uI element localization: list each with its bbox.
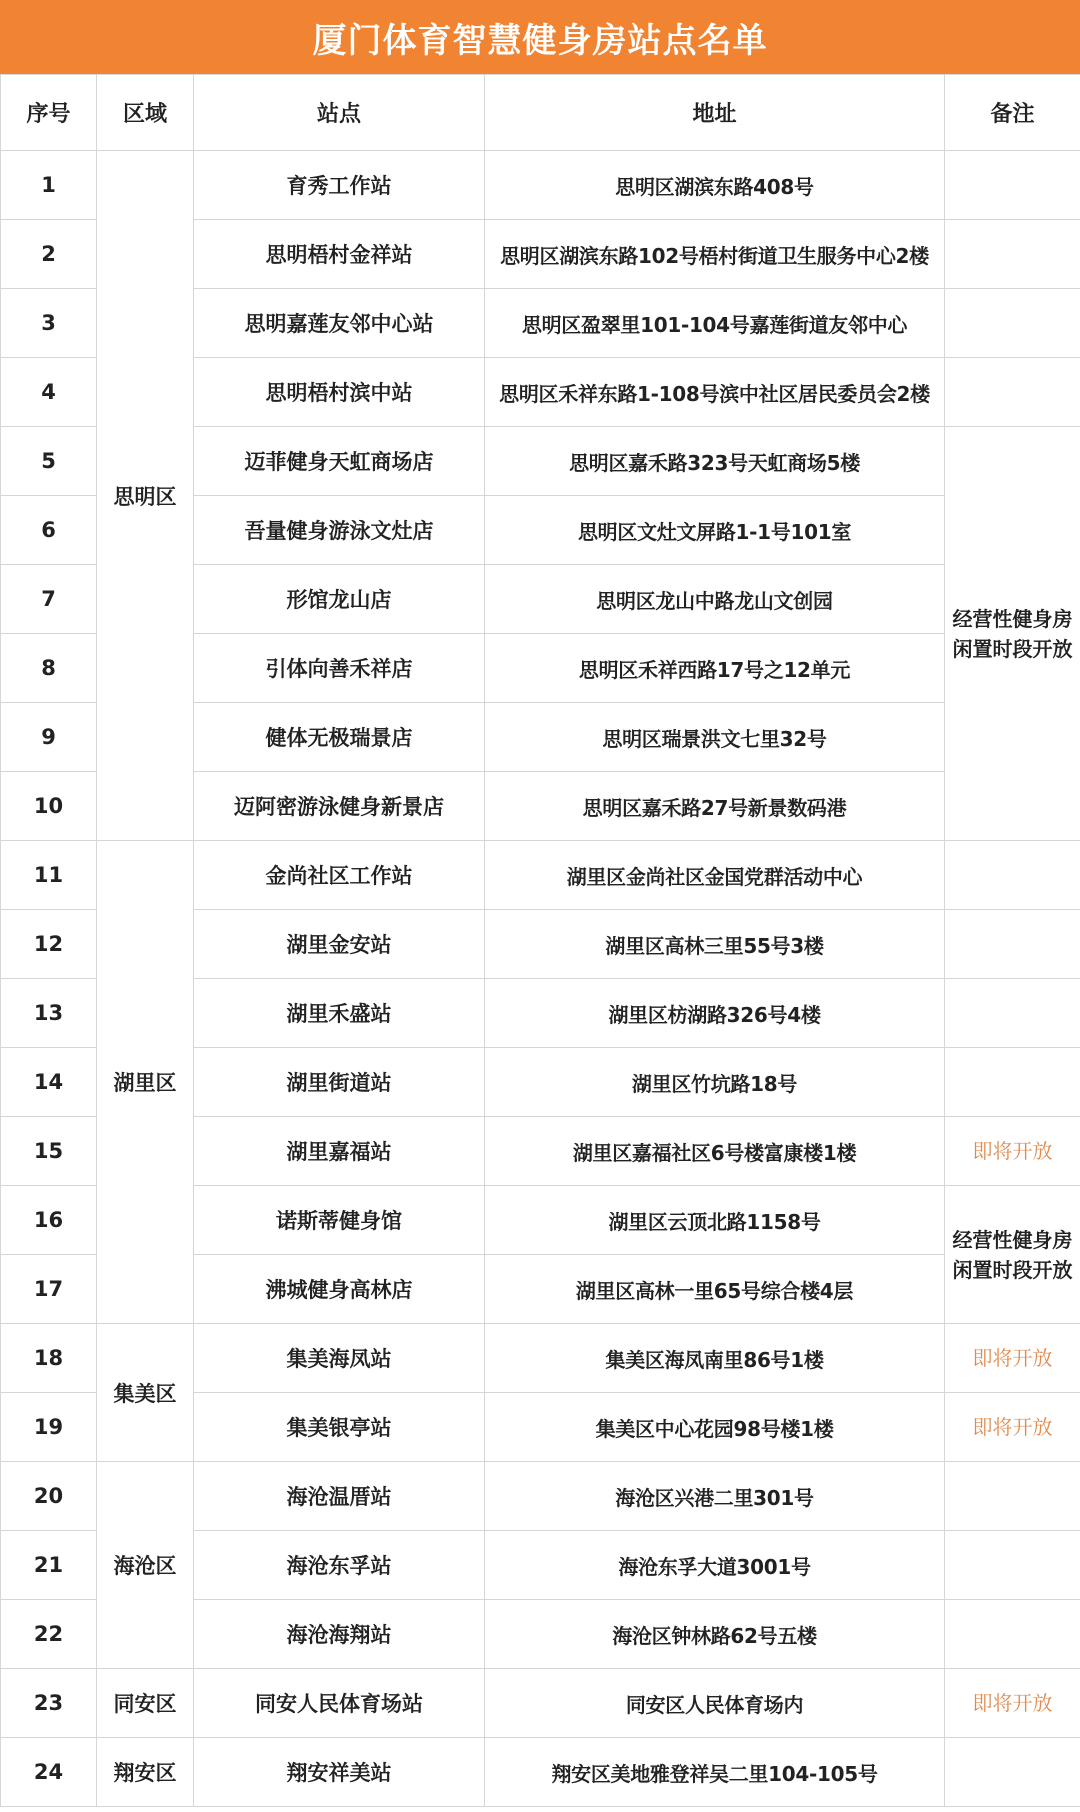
row-idx: 19 — [1, 1393, 97, 1462]
note-coming-soon: 即将开放 — [945, 1117, 1080, 1186]
row-site: 翔安祥美站 — [194, 1738, 485, 1807]
row-address: 思明区嘉禾路27号新景数码港 — [485, 772, 945, 841]
row-address: 湖里区金尚社区金国党群活动中心 — [485, 841, 945, 910]
row-note — [945, 979, 1080, 1048]
row-address: 海沧东孚大道3001号 — [485, 1531, 945, 1600]
row-site: 思明嘉莲友邻中心站 — [194, 289, 485, 358]
table-row — [1, 151, 1080, 220]
row-address: 思明区文灶文屏路1-1号101室 — [485, 496, 945, 565]
note-coming-soon: 即将开放 — [945, 1669, 1080, 1738]
row-site: 湖里嘉福站 — [194, 1117, 485, 1186]
row-idx: 22 — [1, 1600, 97, 1669]
row-site: 海沧温厝站 — [194, 1462, 485, 1531]
row-address: 思明区嘉禾路323号天虹商场5楼 — [485, 427, 945, 496]
region-cell-xiangan: 翔安区 — [97, 1738, 194, 1807]
row-idx: 13 — [1, 979, 97, 1048]
title-bar — [0, 0, 1080, 74]
row-site: 思明梧村金祥站 — [194, 220, 485, 289]
row-idx: 21 — [1, 1531, 97, 1600]
row-note — [945, 841, 1080, 910]
row-idx: 18 — [1, 1324, 97, 1393]
row-site: 湖里街道站 — [194, 1048, 485, 1117]
header-idx: 序号 — [1, 75, 97, 151]
row-idx: 4 — [1, 358, 97, 427]
row-site: 诺斯蒂健身馆 — [194, 1186, 485, 1255]
row-idx: 16 — [1, 1186, 97, 1255]
row-site: 沸城健身高林店 — [194, 1255, 485, 1324]
row-idx: 15 — [1, 1117, 97, 1186]
row-idx: 12 — [1, 910, 97, 979]
row-idx: 8 — [1, 634, 97, 703]
row-idx: 14 — [1, 1048, 97, 1117]
row-address: 思明区湖滨东路102号梧村街道卫生服务中心2楼 — [485, 220, 945, 289]
row-address: 思明区盈翠里101-104号嘉莲街道友邻中心 — [485, 289, 945, 358]
row-address: 湖里区嘉福社区6号楼富康楼1楼 — [485, 1117, 945, 1186]
region-cell-tongan: 同安区 — [97, 1669, 194, 1738]
row-note — [945, 1600, 1080, 1669]
table-header — [1, 75, 1080, 151]
table-row — [1, 1738, 1080, 1807]
stations-table — [0, 74, 1080, 1807]
region-cell-haicang: 海沧区 — [97, 1462, 194, 1669]
table-row — [1, 1669, 1080, 1738]
row-idx: 1 — [1, 151, 97, 220]
row-note — [945, 151, 1080, 220]
row-idx: 5 — [1, 427, 97, 496]
row-address: 同安区人民体育场内 — [485, 1669, 945, 1738]
header-site: 站点 — [194, 75, 485, 151]
row-note — [945, 1462, 1080, 1531]
row-site: 湖里禾盛站 — [194, 979, 485, 1048]
table-row — [1, 841, 1080, 910]
row-address: 湖里区竹坑路18号 — [485, 1048, 945, 1117]
row-address: 海沧区钟林路62号五楼 — [485, 1600, 945, 1669]
note-commercial-huli: 经营性健身房闲置时段开放 — [945, 1186, 1080, 1324]
row-idx: 23 — [1, 1669, 97, 1738]
note-coming-soon: 即将开放 — [945, 1324, 1080, 1393]
row-address: 思明区禾祥西路17号之12单元 — [485, 634, 945, 703]
note-commercial-siming: 经营性健身房闲置时段开放 — [945, 427, 1080, 841]
header-note: 备注 — [945, 75, 1080, 151]
table-row — [1, 1462, 1080, 1531]
row-address: 思明区瑞景洪文七里32号 — [485, 703, 945, 772]
row-note — [945, 1048, 1080, 1117]
row-site: 育秀工作站 — [194, 151, 485, 220]
row-note — [945, 220, 1080, 289]
table-row — [1, 1324, 1080, 1393]
row-note — [945, 289, 1080, 358]
row-site: 集美海凤站 — [194, 1324, 485, 1393]
header-region: 区域 — [97, 75, 194, 151]
region-cell-siming: 思明区 — [97, 151, 194, 841]
row-address: 集美区海凤南里86号1楼 — [485, 1324, 945, 1393]
row-address: 集美区中心花园98号楼1楼 — [485, 1393, 945, 1462]
row-idx: 7 — [1, 565, 97, 634]
row-idx: 6 — [1, 496, 97, 565]
row-address: 湖里区高林一里65号综合楼4层 — [485, 1255, 945, 1324]
row-idx: 2 — [1, 220, 97, 289]
row-note — [945, 358, 1080, 427]
row-site: 吾量健身游泳文灶店 — [194, 496, 485, 565]
row-idx: 17 — [1, 1255, 97, 1324]
row-address: 海沧区兴港二里301号 — [485, 1462, 945, 1531]
row-idx: 20 — [1, 1462, 97, 1531]
row-site: 海沧东孚站 — [194, 1531, 485, 1600]
row-address: 湖里区枋湖路326号4楼 — [485, 979, 945, 1048]
row-idx: 11 — [1, 841, 97, 910]
row-site: 集美银亭站 — [194, 1393, 485, 1462]
row-idx: 10 — [1, 772, 97, 841]
row-note — [945, 1738, 1080, 1807]
note-coming-soon: 即将开放 — [945, 1393, 1080, 1462]
row-site: 金尚社区工作站 — [194, 841, 485, 910]
row-site: 海沧海翔站 — [194, 1600, 485, 1669]
row-site: 健体无极瑞景店 — [194, 703, 485, 772]
header-address: 地址 — [485, 75, 945, 151]
row-site: 引体向善禾祥店 — [194, 634, 485, 703]
row-site: 同安人民体育场站 — [194, 1669, 485, 1738]
row-address: 思明区湖滨东路408号 — [485, 151, 945, 220]
row-site: 思明梧村滨中站 — [194, 358, 485, 427]
region-cell-jimei: 集美区 — [97, 1324, 194, 1462]
row-idx: 3 — [1, 289, 97, 358]
page-title: 厦门体育智慧健身房站点名单 — [312, 20, 768, 61]
row-address: 湖里区高林三里55号3楼 — [485, 910, 945, 979]
row-note — [945, 910, 1080, 979]
row-idx: 9 — [1, 703, 97, 772]
row-address: 思明区龙山中路龙山文创园 — [485, 565, 945, 634]
row-idx: 24 — [1, 1738, 97, 1807]
row-address: 翔安区美地雅登祥吴二里104-105号 — [485, 1738, 945, 1807]
region-cell-huli: 湖里区 — [97, 841, 194, 1324]
row-site: 迈阿密游泳健身新景店 — [194, 772, 485, 841]
row-address: 湖里区云顶北路1158号 — [485, 1186, 945, 1255]
row-note — [945, 1531, 1080, 1600]
row-site: 湖里金安站 — [194, 910, 485, 979]
row-address: 思明区禾祥东路1-108号滨中社区居民委员会2楼 — [485, 358, 945, 427]
row-site: 形馆龙山店 — [194, 565, 485, 634]
row-site: 迈菲健身天虹商场店 — [194, 427, 485, 496]
